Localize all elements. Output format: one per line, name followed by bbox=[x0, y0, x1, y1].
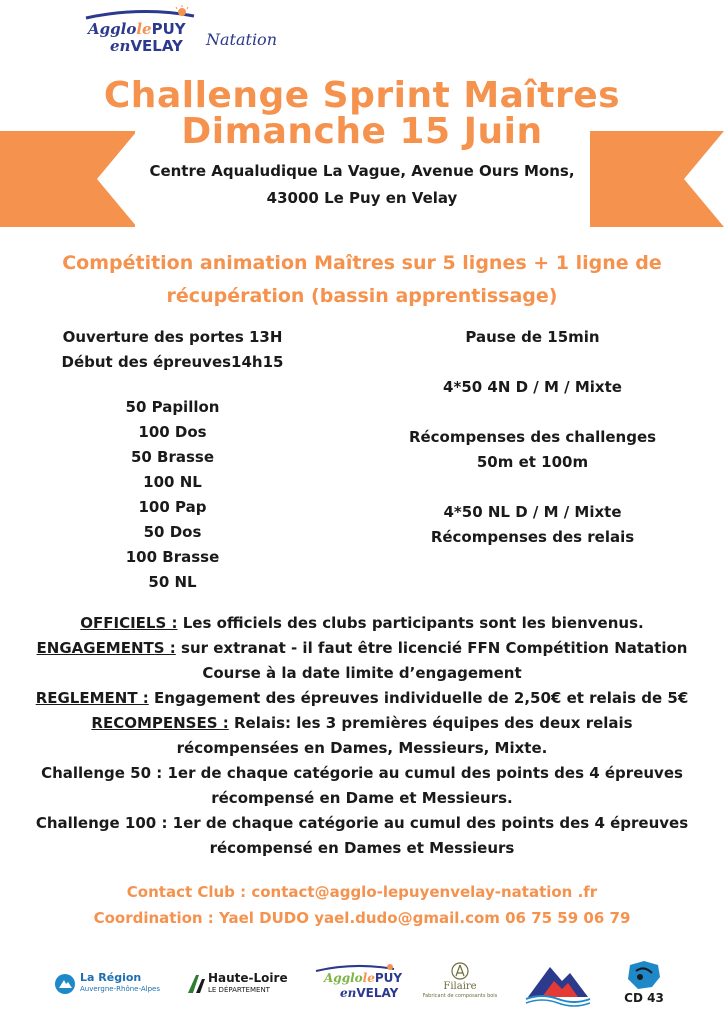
agglo-le: le bbox=[362, 971, 375, 985]
haute-loire-name: Haute-Loire bbox=[208, 971, 288, 985]
awards-challenges-line-2: 50m et 100m bbox=[476, 453, 589, 471]
officiels-label: OFFICIELS : bbox=[80, 614, 178, 632]
start-time: Début des épreuves14h15 bbox=[61, 353, 284, 371]
cd43-label: CD 43 bbox=[624, 991, 664, 1005]
logo-velay: VELAY bbox=[130, 37, 183, 55]
event-item: 50 Dos bbox=[143, 523, 202, 541]
sponsor-haute-loire bbox=[186, 971, 296, 1001]
officiels-text: Les officiels des clubs participants sont les bienvenus. bbox=[177, 614, 644, 632]
address bbox=[100, 158, 624, 212]
reglement-line bbox=[0, 686, 724, 711]
event-item: 50 Papillon bbox=[125, 398, 220, 416]
sponsors-bar bbox=[0, 955, 724, 1015]
event-item: 100 Dos bbox=[138, 423, 207, 441]
contact-coordination[interactable]: Coordination : Yael DUDO yael.dudo@gmail.com 06 75 59 06 79 bbox=[93, 909, 631, 927]
agglo-en: en bbox=[340, 986, 357, 1000]
challenge50-line-2: récompensé en Dame et Messieurs. bbox=[211, 789, 513, 807]
subtitle-line-2: récupération (bassin apprentissage) bbox=[166, 285, 558, 307]
reglement-label: REGLEMENT : bbox=[35, 689, 149, 707]
agglo-velay: VELAY bbox=[356, 986, 399, 1000]
page-title bbox=[0, 75, 724, 152]
contact-block bbox=[0, 879, 724, 931]
event-item: 100 Pap bbox=[138, 498, 207, 516]
logo-natation: Natation bbox=[206, 30, 277, 49]
filaire-sub: Fabricant de composants bois bbox=[422, 993, 498, 999]
logo-puy: PUY bbox=[151, 20, 186, 38]
subtitle bbox=[0, 247, 724, 313]
event-item: 100 Brasse bbox=[125, 548, 220, 566]
recompenses-text: Relais: les 3 premières équipes des deux relais bbox=[228, 714, 633, 732]
event-item: 100 NL bbox=[143, 473, 202, 491]
event-item: 50 Brasse bbox=[130, 448, 215, 466]
relay-2: 4*50 NL D / M / Mixte bbox=[443, 503, 622, 521]
challenge100-line-2: récompensé en Dames et Messieurs bbox=[209, 839, 515, 857]
recompenses-line-2: récompensées en Dames, Messieurs, Mixte. bbox=[176, 739, 548, 757]
reglement-text: Engagement des épreuves individuelle de 2,50€ et relais de 5€ bbox=[148, 689, 689, 707]
sponsor-ligue bbox=[522, 959, 594, 1009]
title-line-2: Dimanche 15 Juin bbox=[181, 111, 543, 152]
address-line-2: 43000 Le Puy en Velay bbox=[266, 189, 458, 207]
opening-time: Ouverture des portes 13H bbox=[62, 328, 283, 346]
logo-en: en bbox=[110, 37, 131, 55]
awards-relays: Récompenses des relais bbox=[430, 528, 635, 546]
region-logo-icon bbox=[54, 973, 76, 995]
haute-loire-sub: LE DÉPARTEMENT bbox=[208, 986, 270, 994]
sponsor-cd43 bbox=[614, 959, 674, 1011]
contact-club[interactable]: Contact Club : contact@agglo-lepuyenvelay-natation .fr bbox=[126, 883, 598, 901]
officiels-line bbox=[0, 611, 724, 636]
info-block bbox=[0, 611, 724, 861]
engagements-text: sur extranat - il faut être licencié FFN Compétition Natation bbox=[175, 639, 688, 657]
schedule-left bbox=[20, 325, 325, 595]
address-line-1: Centre Aqualudique La Vague, Avenue Ours Mons, bbox=[149, 162, 575, 180]
pause: Pause de 15min bbox=[465, 328, 600, 346]
sponsor-agglo bbox=[314, 961, 404, 1007]
sponsor-region bbox=[54, 971, 174, 1001]
haute-loire-logo-icon bbox=[186, 973, 208, 995]
schedule-right bbox=[380, 325, 685, 550]
challenge100-line-1: Challenge 100 : 1er de chaque catégorie au cumul des points des 4 épreuves bbox=[35, 814, 689, 832]
challenge50-line-1: Challenge 50 : 1er de chaque catégorie au cumul des points des 4 épreuves bbox=[41, 764, 683, 782]
awards-challenges-line-1: Récompenses des challenges bbox=[408, 428, 657, 446]
recompenses-line bbox=[0, 711, 724, 736]
logo-agglo: Agglo bbox=[88, 20, 137, 38]
title-line-1: Challenge Sprint Maîtres bbox=[103, 75, 621, 116]
event-item: 50 NL bbox=[148, 573, 197, 591]
club-logo bbox=[82, 4, 282, 56]
filaire-name: Filaire bbox=[443, 981, 477, 992]
ligue-mountain-logo-icon bbox=[522, 959, 594, 1009]
event-list bbox=[20, 395, 325, 595]
agglo-puy: PUY bbox=[374, 971, 403, 985]
logo-le: le bbox=[136, 20, 152, 38]
region-sub: Auvergne-Rhône-Alpes bbox=[80, 985, 160, 993]
region-name: La Région bbox=[80, 971, 142, 984]
engagements-line-2: Course à la date limite d’engagement bbox=[202, 664, 522, 682]
filaire-logo-icon bbox=[451, 961, 469, 981]
subtitle-line-1: Compétition animation Maîtres sur 5 lignes + 1 ligne de bbox=[62, 252, 662, 274]
engagements-label: ENGAGEMENTS : bbox=[36, 639, 176, 657]
engagements-line bbox=[0, 636, 724, 661]
relay-1: 4*50 4N D / M / Mixte bbox=[443, 378, 622, 396]
recompenses-label: RECOMPENSES : bbox=[91, 714, 229, 732]
agglo-agglo: Agglo bbox=[324, 971, 363, 985]
sponsor-filaire bbox=[420, 961, 500, 1007]
cd43-map-icon bbox=[624, 959, 664, 991]
